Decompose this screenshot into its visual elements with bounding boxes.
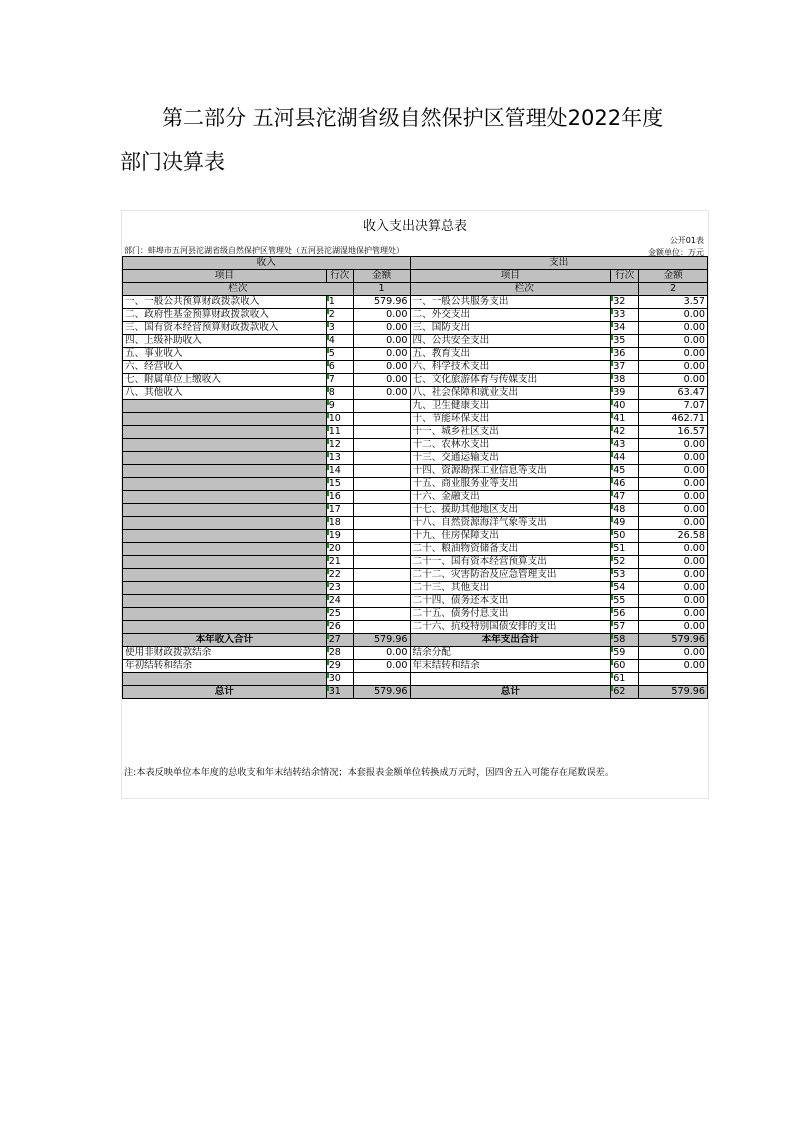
- expense-item: 十五、商业服务业等支出: [410, 478, 611, 491]
- income-line-no: 7: [326, 374, 353, 387]
- table-row: [123, 530, 708, 543]
- expense-item: 十三、交通运输支出: [410, 452, 611, 465]
- table-row: [123, 647, 708, 660]
- page-subheading: 部门决算表: [120, 150, 225, 174]
- expense-amount: 579.96: [639, 634, 708, 647]
- expense-amount: 0.00: [639, 348, 708, 361]
- table-row: [123, 608, 708, 621]
- income-item: [123, 582, 327, 595]
- income-column-no-label: 栏次: [123, 283, 354, 296]
- income-line-no: 14: [326, 465, 353, 478]
- section-header-row: [123, 257, 708, 270]
- form-code: 公开01表: [669, 236, 704, 245]
- table-row: [123, 348, 708, 361]
- income-line-no: 30: [326, 673, 353, 686]
- income-amount: 0.00: [353, 361, 410, 374]
- income-line-no: 17: [326, 504, 353, 517]
- expense-column-no: 2: [639, 283, 708, 296]
- income-line-no: 16: [326, 491, 353, 504]
- expense-line-no: 54: [611, 582, 639, 595]
- income-line-no: 10: [326, 413, 353, 426]
- expense-item: 二十二、灾害防治及应急管理支出: [410, 569, 611, 582]
- income-item: [123, 543, 327, 556]
- expense-line-no: 52: [611, 556, 639, 569]
- expense-line-no: 57: [611, 621, 639, 634]
- income-item: 本年收入合计: [123, 634, 327, 647]
- expense-item: 一、一般公共服务支出: [410, 296, 611, 309]
- expense-item: 十九、住房保障支出: [410, 530, 611, 543]
- expense-item: 十六、金融支出: [410, 491, 611, 504]
- income-item: 六、经营收入: [123, 361, 327, 374]
- table-row: [123, 478, 708, 491]
- department-label: 部门：蚌埠市五河县沱湖省级自然保护区管理处（五河县沱湖湿地保护管理处）: [124, 246, 404, 255]
- income-line-no: 1: [326, 296, 353, 309]
- income-amount: [353, 478, 410, 491]
- expense-item: 三、国防支出: [410, 322, 611, 335]
- income-amount: [353, 621, 410, 634]
- income-line-no: 18: [326, 517, 353, 530]
- income-amount: [353, 582, 410, 595]
- income-item: 年初结转和结余: [123, 660, 327, 673]
- income-line-no: 13: [326, 452, 353, 465]
- income-item: [123, 556, 327, 569]
- table-row: [123, 361, 708, 374]
- expense-line-no: 38: [611, 374, 639, 387]
- table-row: [123, 309, 708, 322]
- income-line-no: 24: [326, 595, 353, 608]
- table-row: [123, 686, 708, 699]
- expense-amount: 0.00: [639, 452, 708, 465]
- table-row: [123, 595, 708, 608]
- table-row: [123, 296, 708, 309]
- income-line-no: 22: [326, 569, 353, 582]
- income-amount: 0.00: [353, 387, 410, 400]
- expense-line-no: 50: [611, 530, 639, 543]
- income-item: [123, 491, 327, 504]
- expense-amount: 0.00: [639, 569, 708, 582]
- income-item: 七、附属单位上缴收入: [123, 374, 327, 387]
- table-row: [123, 413, 708, 426]
- expense-line-no: 55: [611, 595, 639, 608]
- expense-line-no: 61: [611, 673, 639, 686]
- income-line-no: 3: [326, 322, 353, 335]
- income-item: [123, 569, 327, 582]
- expense-line-no: 35: [611, 335, 639, 348]
- expense-line-header: 行次: [611, 270, 639, 283]
- expense-amount: 3.57: [639, 296, 708, 309]
- table-row: [123, 582, 708, 595]
- income-amount: [353, 569, 410, 582]
- expense-amount: 0.00: [639, 608, 708, 621]
- income-line-no: 9: [326, 400, 353, 413]
- income-item: [123, 517, 327, 530]
- table-row: [123, 556, 708, 569]
- expense-line-no: 42: [611, 426, 639, 439]
- income-line-no: 26: [326, 621, 353, 634]
- expense-item: 二十三、其他支出: [410, 582, 611, 595]
- income-item: 八、其他收入: [123, 387, 327, 400]
- income-amount: 579.96: [353, 634, 410, 647]
- column-number-row: [123, 283, 708, 296]
- expense-line-no: 59: [611, 647, 639, 660]
- expense-amount: 0.00: [639, 478, 708, 491]
- income-amount: 0.00: [353, 647, 410, 660]
- income-amount: [353, 543, 410, 556]
- income-line-no: 8: [326, 387, 353, 400]
- expense-item: [410, 673, 611, 686]
- income-expense-table: [122, 256, 708, 699]
- income-amount: [353, 452, 410, 465]
- income-item: 四、上级补助收入: [123, 335, 327, 348]
- income-item: 一、一般公共预算财政拨款收入: [123, 296, 327, 309]
- income-item: [123, 439, 327, 452]
- income-line-no: 11: [326, 426, 353, 439]
- table-row: [123, 335, 708, 348]
- income-item-header: 项目: [123, 270, 327, 283]
- expense-amount: 0.00: [639, 504, 708, 517]
- table-row: [123, 400, 708, 413]
- expense-line-no: 49: [611, 517, 639, 530]
- expense-line-no: 41: [611, 413, 639, 426]
- table-row: [123, 504, 708, 517]
- expense-amount: 0.00: [639, 335, 708, 348]
- income-amount: 579.96: [353, 296, 410, 309]
- table-row: [123, 517, 708, 530]
- expense-item: 八、社会保障和就业支出: [410, 387, 611, 400]
- amount-unit: 金额单位：万元: [648, 248, 704, 257]
- expense-amount: 0.00: [639, 595, 708, 608]
- income-line-no: 5: [326, 348, 353, 361]
- expense-line-no: 33: [611, 309, 639, 322]
- table-row: [123, 322, 708, 335]
- expense-item: 二十一、国有资本经营预算支出: [410, 556, 611, 569]
- income-item: [123, 673, 327, 686]
- expense-item: 十二、农林水支出: [410, 439, 611, 452]
- income-amount: 0.00: [353, 309, 410, 322]
- income-item: [123, 595, 327, 608]
- income-amount: 0.00: [353, 322, 410, 335]
- expense-section-header: 支出: [410, 257, 707, 270]
- income-amount: [353, 608, 410, 621]
- expense-amount-header: 金额: [639, 270, 708, 283]
- income-amount: [353, 556, 410, 569]
- expense-line-no: 40: [611, 400, 639, 413]
- income-line-no: 27: [326, 634, 353, 647]
- expense-item: 十七、援助其他地区支出: [410, 504, 611, 517]
- expense-amount: 0.00: [639, 621, 708, 634]
- income-amount: 0.00: [353, 374, 410, 387]
- income-line-no: 29: [326, 660, 353, 673]
- table-body: [123, 257, 708, 699]
- expense-amount: 0.00: [639, 465, 708, 478]
- income-amount: 0.00: [353, 660, 410, 673]
- expense-line-no: 46: [611, 478, 639, 491]
- income-item: [123, 465, 327, 478]
- expense-amount: 0.00: [639, 309, 708, 322]
- expense-line-no: 37: [611, 361, 639, 374]
- income-item: [123, 478, 327, 491]
- table-row: [123, 452, 708, 465]
- table-row: [123, 673, 708, 686]
- income-line-no: 15: [326, 478, 353, 491]
- expense-amount: 0.00: [639, 543, 708, 556]
- income-amount: [353, 504, 410, 517]
- expense-line-no: 43: [611, 439, 639, 452]
- expense-item: 总计: [410, 686, 611, 699]
- expense-item: 二、外交支出: [410, 309, 611, 322]
- income-column-no: 1: [353, 283, 410, 296]
- table-row: [123, 387, 708, 400]
- expense-line-no: 56: [611, 608, 639, 621]
- expense-line-no: 48: [611, 504, 639, 517]
- expense-line-no: 32: [611, 296, 639, 309]
- expense-item: 六、科学技术支出: [410, 361, 611, 374]
- expense-amount: 0.00: [639, 582, 708, 595]
- income-line-no: 31: [326, 686, 353, 699]
- expense-item: 十、节能环保支出: [410, 413, 611, 426]
- income-amount: [353, 465, 410, 478]
- income-line-no: 21: [326, 556, 353, 569]
- expense-item-header: 项目: [410, 270, 611, 283]
- expense-amount: 0.00: [639, 556, 708, 569]
- income-amount: [353, 517, 410, 530]
- expense-item: 七、文化旅游体育与传媒支出: [410, 374, 611, 387]
- income-line-header: 行次: [326, 270, 353, 283]
- income-line-no: 4: [326, 335, 353, 348]
- expense-line-no: 45: [611, 465, 639, 478]
- income-line-no: 25: [326, 608, 353, 621]
- expense-line-no: 39: [611, 387, 639, 400]
- income-line-no: 28: [326, 647, 353, 660]
- expense-amount: 16.57: [639, 426, 708, 439]
- income-line-no: 19: [326, 530, 353, 543]
- income-amount-header: 金额: [353, 270, 410, 283]
- expense-amount: 7.07: [639, 400, 708, 413]
- income-line-no: 23: [326, 582, 353, 595]
- expense-item: 结余分配: [410, 647, 611, 660]
- income-item: [123, 504, 327, 517]
- expense-item: 年末结转和结余: [410, 660, 611, 673]
- expense-amount: 63.47: [639, 387, 708, 400]
- expense-amount: 0.00: [639, 361, 708, 374]
- expense-amount: [639, 673, 708, 686]
- expense-amount: 0.00: [639, 517, 708, 530]
- income-item: [123, 621, 327, 634]
- income-amount: [353, 595, 410, 608]
- table-row: [123, 426, 708, 439]
- expense-amount: 0.00: [639, 374, 708, 387]
- expense-item: 十四、资源勘探工业信息等支出: [410, 465, 611, 478]
- expense-amount: 0.00: [639, 647, 708, 660]
- expense-line-no: 36: [611, 348, 639, 361]
- expense-item: 十八、自然资源海洋气象等支出: [410, 517, 611, 530]
- table-note: 注:本表反映单位本年度的总收支和年末结转结余情况；本套报表金额单位转换成万元时，因四舍五入可能存在尾数误差。: [124, 767, 615, 778]
- expense-item: 九、卫生健康支出: [410, 400, 611, 413]
- expense-item: 二十四、债务还本支出: [410, 595, 611, 608]
- income-item: 总计: [123, 686, 327, 699]
- income-amount: [353, 400, 410, 413]
- expense-amount: 26.58: [639, 530, 708, 543]
- table-row: [123, 569, 708, 582]
- income-line-no: 6: [326, 361, 353, 374]
- income-item: 三、国有资本经营预算财政拨款收入: [123, 322, 327, 335]
- expense-item: 十一、城乡社区支出: [410, 426, 611, 439]
- income-amount: [353, 530, 410, 543]
- income-item: [123, 400, 327, 413]
- income-amount: [353, 491, 410, 504]
- expense-line-no: 44: [611, 452, 639, 465]
- expense-line-no: 51: [611, 543, 639, 556]
- expense-line-no: 62: [611, 686, 639, 699]
- expense-amount: 0.00: [639, 439, 708, 452]
- expense-line-no: 53: [611, 569, 639, 582]
- expense-amount: 579.96: [639, 686, 708, 699]
- expense-line-no: 58: [611, 634, 639, 647]
- income-item: [123, 608, 327, 621]
- income-amount: 0.00: [353, 348, 410, 361]
- expense-item: 二十六、抗疫特别国债安排的支出: [410, 621, 611, 634]
- final-accounts-sheet: [121, 210, 709, 799]
- income-item: [123, 413, 327, 426]
- expense-item: 四、公共安全支出: [410, 335, 611, 348]
- income-amount: 579.96: [353, 686, 410, 699]
- expense-item: 五、教育支出: [410, 348, 611, 361]
- table-row: [123, 439, 708, 452]
- expense-amount: 0.00: [639, 660, 708, 673]
- table-row: [123, 374, 708, 387]
- table-row: [123, 621, 708, 634]
- table-row: [123, 491, 708, 504]
- income-amount: [353, 439, 410, 452]
- table-row: [123, 660, 708, 673]
- table-row: [123, 465, 708, 478]
- sheet-title: 收入支出决算总表: [362, 219, 467, 234]
- expense-line-no: 60: [611, 660, 639, 673]
- income-line-no: 20: [326, 543, 353, 556]
- income-amount: [353, 413, 410, 426]
- expense-line-no: 47: [611, 491, 639, 504]
- income-section-header: 收入: [123, 257, 411, 270]
- expense-item: 本年支出合计: [410, 634, 611, 647]
- expense-item: 二十五、债务付息支出: [410, 608, 611, 621]
- income-item: 二、政府性基金预算财政拨款收入: [123, 309, 327, 322]
- expense-amount: 0.00: [639, 322, 708, 335]
- expense-amount: 0.00: [639, 491, 708, 504]
- expense-item: 二十、粮油物资储备支出: [410, 543, 611, 556]
- income-amount: 0.00: [353, 335, 410, 348]
- expense-column-no-label: 栏次: [410, 283, 639, 296]
- table-row: [123, 634, 708, 647]
- income-line-no: 2: [326, 309, 353, 322]
- income-item: [123, 452, 327, 465]
- income-amount: [353, 673, 410, 686]
- income-amount: [353, 426, 410, 439]
- page-heading: 第二部分 五河县沱湖省级自然保护区管理处2022年度: [162, 106, 664, 130]
- income-item: [123, 426, 327, 439]
- expense-line-no: 34: [611, 322, 639, 335]
- column-header-row: [123, 270, 708, 283]
- expense-amount: 462.71: [639, 413, 708, 426]
- income-item: 使用非财政拨款结余: [123, 647, 327, 660]
- income-item: 五、事业收入: [123, 348, 327, 361]
- income-item: [123, 530, 327, 543]
- income-line-no: 12: [326, 439, 353, 452]
- table-row: [123, 543, 708, 556]
